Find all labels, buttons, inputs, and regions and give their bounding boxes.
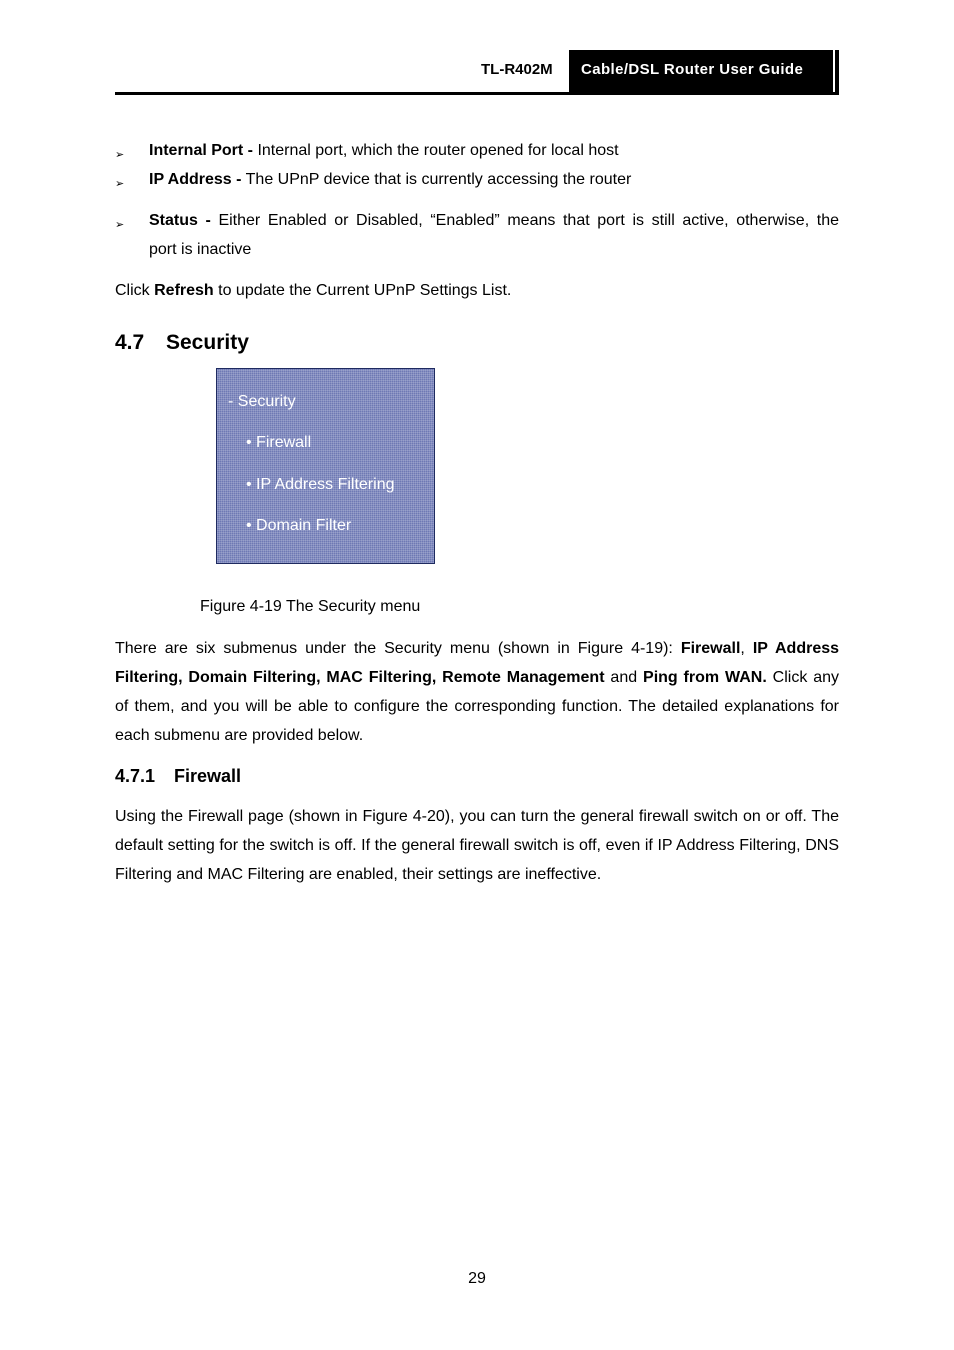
menu-item-ip-address-filtering[interactable]: • IP Address Filtering <box>246 476 395 493</box>
intro-text: There are six submenus under the Security menu (shown in Figure 4-19): <box>115 640 681 657</box>
intro-paragraph <box>115 634 839 750</box>
header-rule <box>115 92 839 95</box>
firewall-paragraph: Using the Firewall page (shown in Figure 4-20), you can turn the general firewall switch on or off. The default setting for the switch is off. If the general firewall switch is off, even if IP Address Filtering, DNS Filtering and MAC Filtering are enabled, their settings are ineffective. <box>115 808 839 883</box>
bullet-arrow-icon: ➢ <box>115 219 125 231</box>
subsection-title: Firewall <box>174 766 242 786</box>
intro-bold-submenus: IP Address Filtering, Domain Filtering, MAC Filtering, Remote Management <box>115 640 840 686</box>
bullet-arrow-icon: ➢ <box>115 178 125 190</box>
refresh-pre: Click <box>115 282 155 299</box>
bullet-body: The UPnP device that is currently accessing the router <box>241 171 632 188</box>
bullet-body: Internal port, which the router opened for local host <box>253 142 619 159</box>
bullet-arrow-icon: ➢ <box>115 149 125 161</box>
subsection-heading <box>115 765 241 787</box>
bullet-internal-port <box>149 136 839 165</box>
header-guide-title: Cable/DSL Router User Guide <box>581 61 804 78</box>
menu-security-title[interactable]: - Security <box>228 393 296 410</box>
page-number: 29 <box>468 1270 486 1287</box>
refresh-bold: Refresh <box>154 282 214 299</box>
refresh-post: to update the Current UPnP Settings List. <box>213 282 512 299</box>
security-menu-figure <box>216 368 435 564</box>
intro-bold-firewall: Firewall <box>680 640 741 657</box>
bullet-status <box>149 206 839 264</box>
section-title: Security <box>166 331 249 354</box>
intro-text: , <box>740 640 753 657</box>
section-heading <box>115 330 249 356</box>
refresh-instruction <box>115 281 511 301</box>
bullet-label: Internal Port - <box>149 142 254 159</box>
menu-item-firewall[interactable]: • Firewall <box>246 434 312 451</box>
header-model-name: TL-R402M <box>481 61 553 78</box>
bullet-status-line1 <box>149 206 839 235</box>
intro-text: Click any of them, and you will be able to configure the corresponding function. The detailed explanations for each submenu are provided below. <box>115 669 840 744</box>
section-number: 4.7 <box>115 331 145 354</box>
bullet-label: Status - <box>149 212 211 229</box>
bullet-label: IP Address - <box>149 171 242 188</box>
bullet-body: Either Enabled or Disabled, “Enabled” means that port is still active, otherwise, the <box>210 212 839 229</box>
intro-text: and <box>604 669 644 686</box>
intro-bold-ping: Ping from WAN. <box>643 669 767 686</box>
header-edge-bar <box>835 50 839 93</box>
bullet-ip-address <box>149 165 839 194</box>
figure-caption: Figure 4-19 The Security menu <box>200 598 421 615</box>
subsection-number: 4.7.1 <box>115 766 156 786</box>
header-title-box <box>569 50 833 93</box>
bullet-status-line2: port is inactive <box>149 241 252 258</box>
menu-item-domain-filter[interactable]: • Domain Filter <box>246 517 352 534</box>
